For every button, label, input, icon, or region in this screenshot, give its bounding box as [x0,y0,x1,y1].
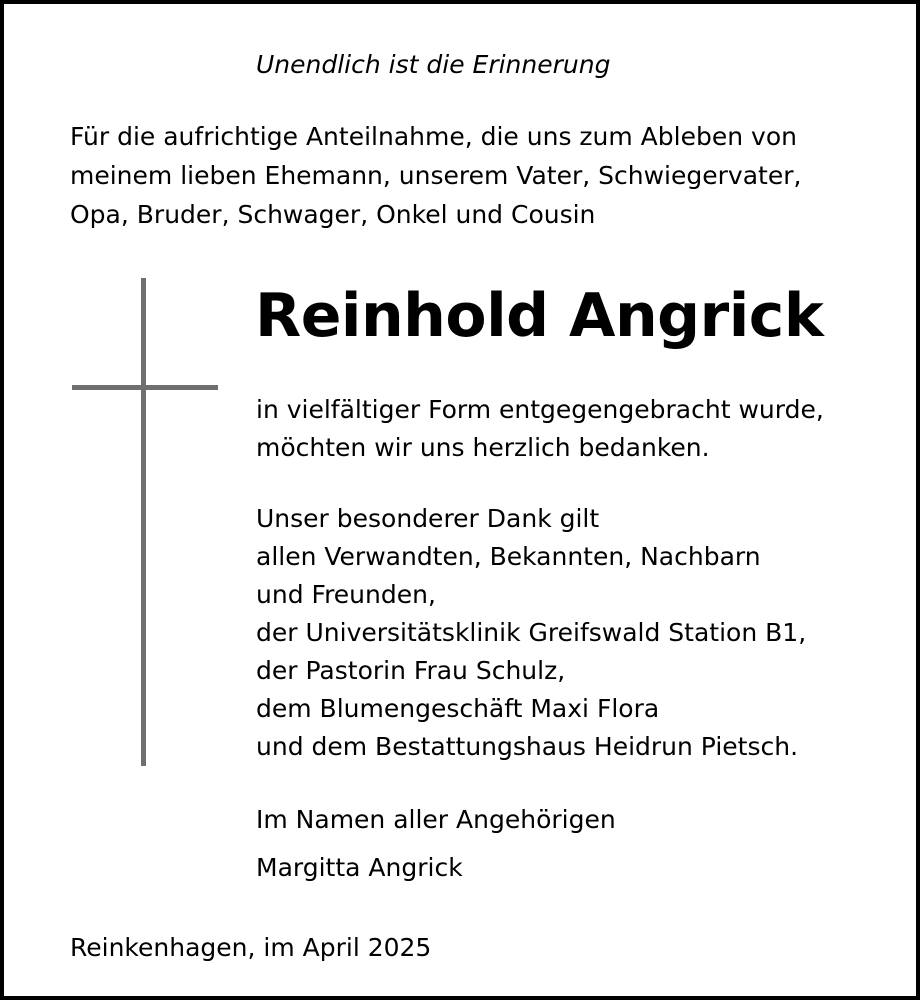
on-behalf-text: Im Namen aller Angehörigen [256,805,616,834]
cross-icon-vertical [141,278,146,766]
thanks-line: in vielfältiger Form entgegengebracht wurde, [256,395,824,424]
place-date: Reinkenhagen, im April 2025 [70,933,432,962]
special-thanks-line: Unser besonderer Dank gilt [256,504,600,533]
special-thanks-line: dem Blumengeschäft Maxi Flora [256,694,660,723]
intro-line: Für die aufrichtige Anteilnahme, die uns zum Ableben von [70,122,797,151]
thanks-line: möchten wir uns herzlich bedanken. [256,433,710,462]
special-thanks-text [256,500,806,766]
intro-line: Opa, Bruder, Schwager, Onkel und Cousin [70,200,596,229]
cross-icon-horizontal [72,385,218,390]
motto: Unendlich ist die Erinnerung [256,50,611,79]
intro-text [70,117,801,234]
special-thanks-line: allen Verwandten, Bekannten, Nachbarn [256,542,761,571]
intro-line: meinem lieben Ehemann, unserem Vater, Schwiegervater, [70,161,802,190]
special-thanks-line: und Freunden, [256,580,436,609]
special-thanks-line: der Universitätsklinik Greifswald Station B1, [256,618,807,647]
deceased-name: Reinhold Angrick [255,281,824,351]
signer-name: Margitta Angrick [256,853,463,882]
special-thanks-line: der Pastorin Frau Schulz, [256,656,566,685]
special-thanks-line: und dem Bestattungshaus Heidrun Pietsch. [256,732,799,761]
thanks-text [256,391,824,467]
